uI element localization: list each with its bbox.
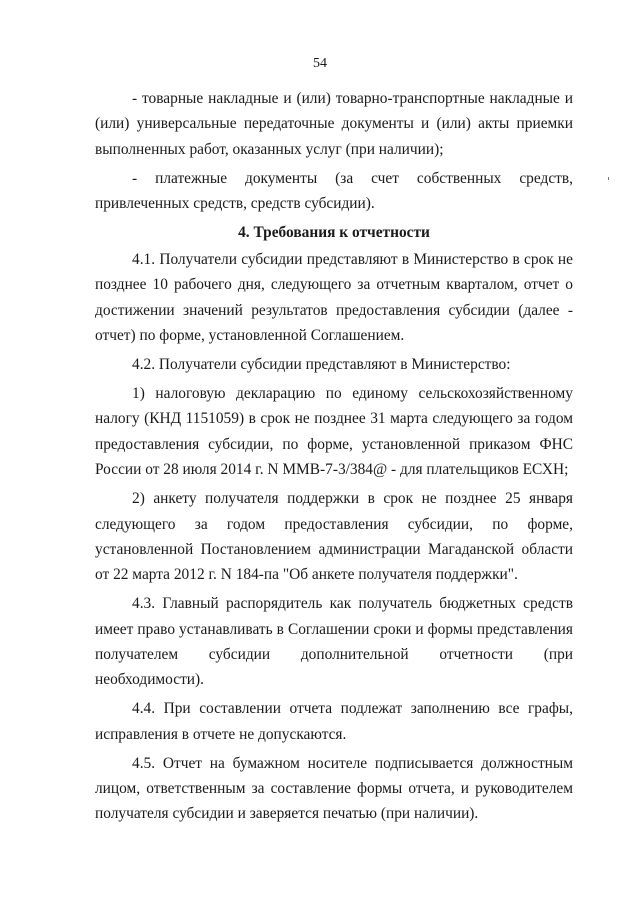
paragraph-4-2: 4.2. Получатели субсидии представляют в Министерство: — [132, 356, 511, 374]
paragraph-4-1: 4.1. Получатели субсидии представляют в Министерство в срок не позднее 10 рабочего дня, следующего за отчетным кварталом, отчет о достижении значений результатов предоставления субсидии (далее - отчет) по форме, установленной Соглашением. — [95, 250, 573, 345]
paragraph-4-2-item-1: 1) налоговую декларацию по единому сельскохозяйственному налогу (КНД 1151059) в срок не позднее 31 марта следующего за годом предоставления субсидии, по форме, установленной приказом ФНС России от 28 июля 2014 г. N ММВ-7-3/384@ - для плательщиков ЕСХН; — [95, 384, 573, 479]
section-title: 4. Требования к отчетности — [238, 223, 430, 241]
paragraph-4-5: 4.5. Отчет на бумажном носителе подписывается должностным лицом, ответственным за составление формы отчета, и руководителем получателя субсидии и заверяется печатью (при наличии). — [95, 754, 573, 823]
list-item-consignment-notes: - товарные накладные и (или) товарно-транспортные накладные и (или) универсальные передаточные документы и (или) акты приемки выполненных работ, оказанных услуг (при наличии); — [95, 90, 573, 158]
paragraph-4-3: 4.3. Главный распорядитель как получатель бюджетных средств имеет право устанавливать в Соглашении сроки и формы представления получателем субсидии дополнительной отчетности (при необходимости). — [95, 595, 573, 689]
scan-mark — [608, 177, 609, 180]
page-number: 54 — [313, 56, 327, 71]
paragraph-4-2-item-2: 2) анкету получателя поддержки в срок не позднее 25 января следующего за годом предоставления субсидии, по форме, установленной Постановлением администрации Магаданской области от 22 марта 2012 г. N 184-па "Об анкете получателя поддержки". — [95, 490, 573, 584]
paragraph-4-4: 4.4. При составлении отчета подлежат заполнению все графы, исправления в отчете не допускаются. — [95, 700, 573, 743]
document-body — [95, 86, 573, 827]
list-item-payment-documents: - платежные документы (за счет собственных средств, привлеченных средств, средств субсидии). — [95, 169, 573, 213]
